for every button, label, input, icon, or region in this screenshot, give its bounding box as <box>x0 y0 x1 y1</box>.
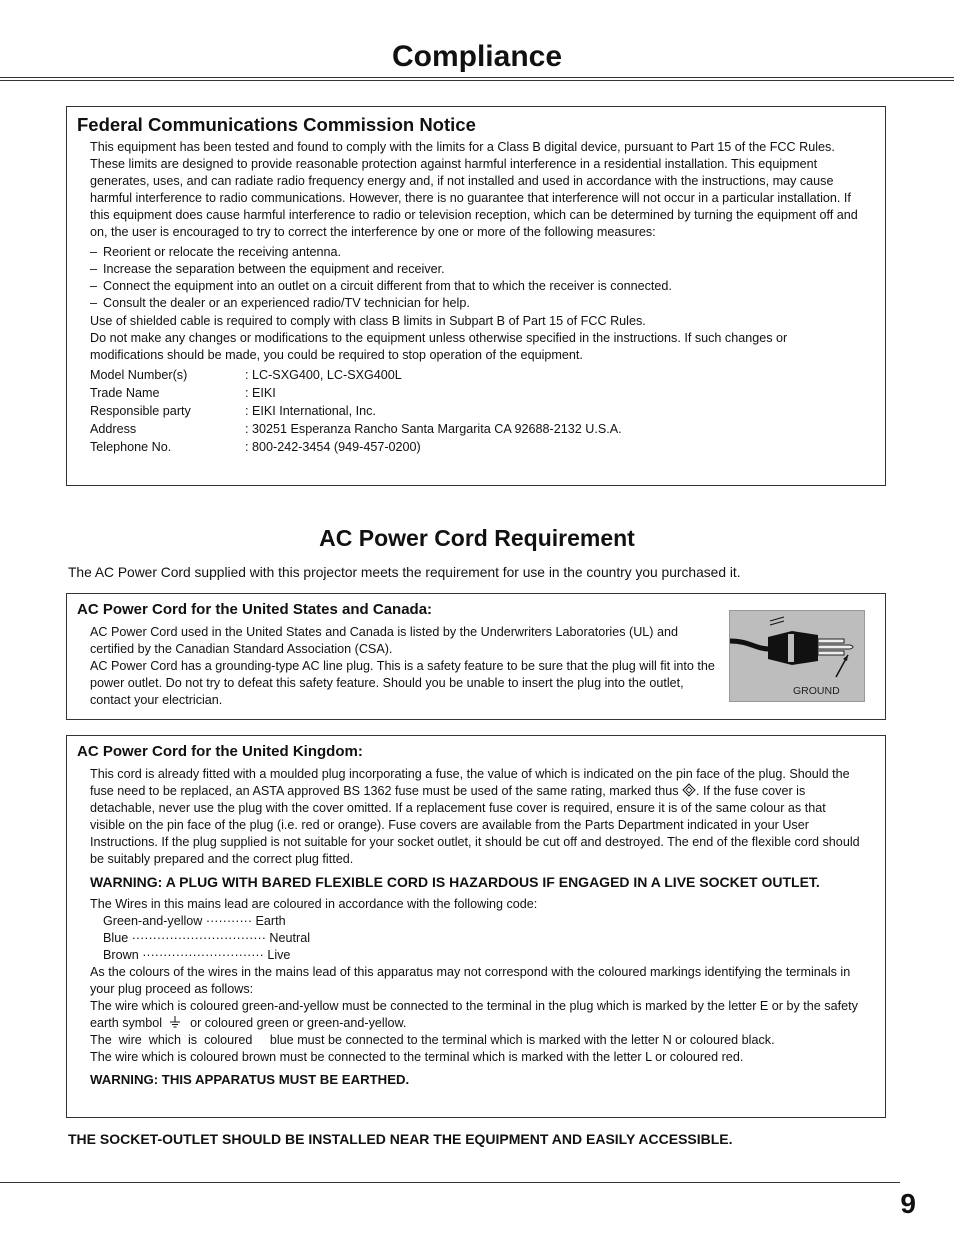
page-title: Compliance <box>391 40 563 73</box>
uk-paragraph-1: This cord is already fitted with a moulded plug incorporating a fuse, the value of which is indicated on the pin face of the plug. Should the fuse need to be replaced, an ASTA approved BS 1362 fuse must be used of the same rating, marked thus . If the fuse cover is detachable, never use the plug with the cover omitted. If a replacement fuse cover is required, ensure it is of the same colour as that visible on the pin face of the plug (i.e. red or orange). Fuse covers are available from the Parts Department indicated in your User Instructions. If the plug supplied is not suitable for your socket outlet, it should be cut off and destroyed. The end of the flexible cord should be suitably prepared and the correct plug fitted. <box>90 767 860 867</box>
uk-paragraph-2: As the colours of the wires in the mains lead of this apparatus may not correspond with the coloured markings identifying the terminals in your plug proceed as follows: <box>90 964 851 997</box>
fcc-title: Federal Communications Commission Notice <box>77 114 476 135</box>
wire-row-live: Brown ····························· Live <box>103 947 291 962</box>
us-paragraph-2: AC Power Cord has a grounding-type AC line plug. This is a safety feature to be sure that the plug will fit into the power outlet. Do not try to defeat this safety feature. Should you be unable to insert the plug into the outlet, contact your electrician. <box>90 659 715 708</box>
uk-warning-bared-cord: WARNING: A PLUG WITH BARED FLEXIBLE CORD IS HAZARDOUS IF ENGAGED IN A LIVE SOCKET OUTLET. <box>90 873 820 890</box>
plug-illustration <box>729 610 865 702</box>
ac-section-title: AC Power Cord Requirement <box>319 525 635 551</box>
info-row-address: Address : 30251 Esperanza Rancho Santa Margarita CA 92688-2132 U.S.A. <box>90 422 622 437</box>
info-row-telephone: Telephone No. : 800-242-3454 (949-457-0200) <box>90 440 421 455</box>
uk-warning-earthed: WARNING: THIS APPARATUS MUST BE EARTHED. <box>90 1071 410 1087</box>
uk-title: AC Power Cord for the United Kingdom: <box>77 743 363 760</box>
fcc-paragraph-2: Use of shielded cable is required to comply with class B limits in Subpart B of Part 15 of FCC Rules. <box>90 313 646 328</box>
uk-box <box>66 735 886 1118</box>
us-title: AC Power Cord for the United States and Canada: <box>77 601 433 618</box>
info-row-trade-name: Trade Name : EIKI <box>90 386 276 401</box>
page-number: 9 <box>900 1188 916 1219</box>
fcc-measures-list <box>90 244 863 312</box>
list-item: – Reorient or relocate the receiving antenna. <box>90 244 342 259</box>
list-item: – Increase the separation between the equipment and receiver. <box>90 261 445 276</box>
fcc-paragraph-3: Do not make any changes or modifications to the equipment unless otherwise specified in the instructions. If such changes or modifications should be made, you could be required to stop operation of the equipment. <box>90 331 788 363</box>
ac-intro: The AC Power Cord supplied with this projector meets the requirement for use in the country you purchased it. <box>68 565 741 580</box>
asta-fuse-icon <box>682 783 696 797</box>
list-item: – Consult the dealer or an experienced radio/TV technician for help. <box>90 295 470 310</box>
bottom-rule <box>0 1182 900 1183</box>
us-canada-box <box>66 593 886 720</box>
uk-paragraph-3: The wire which is coloured green-and-yellow must be connected to the terminal in the plug which is marked by the letter E or by the safety earth symbol or coloured green or green-and-yellow. <box>90 999 858 1031</box>
list-item: – Connect the equipment into an outlet on a circuit different from that to which the receiver is connected. <box>90 278 672 293</box>
wire-row-earth: Green-and-yellow ··········· Earth <box>103 913 286 928</box>
fcc-info-table <box>90 366 863 456</box>
info-row-responsible-party: Responsible party : EIKI International, Inc. <box>90 404 376 419</box>
fcc-notice-box <box>66 106 886 486</box>
uk-paragraph-5: The wire which is coloured brown must be connected to the terminal which is marked with the letter L or coloured red. <box>90 1050 744 1065</box>
ground-label: GROUND <box>793 685 840 697</box>
uk-paragraph-4: The wire which is coloured blue must be connected to the terminal which is marked with the letter N or coloured black. <box>90 1033 775 1048</box>
us-body <box>90 624 715 709</box>
fcc-paragraph-1: This equipment has been tested and found to comply with the limits for a Class B digital device, pursuant to Part 15 of the FCC Rules. These limits are designed to provide reasonable protection against harmful interference in a residential installation. This equipment generates, uses, and can radiate radio frequency energy and, if not installed and used in accordance with the instructions, may cause harmful interference to radio communications. However, there is no guarantee that interference will not occur in a particular installation. If this equipment does cause harmful interference to radio or television reception, which can be determined by turning the equipment off and on, the user is encouraged to try to correct the interference by one or more of the following measures: <box>90 140 858 240</box>
info-row-model: Model Number(s) : LC-SXG400, LC-SXG400L <box>90 368 402 383</box>
fcc-body <box>90 139 863 456</box>
earth-symbol-icon <box>168 1015 182 1029</box>
socket-outlet-note: THE SOCKET-OUTLET SHOULD BE INSTALLED NEAR THE EQUIPMENT AND EASILY ACCESSIBLE. <box>68 1131 733 1147</box>
uk-body <box>90 766 863 1087</box>
uk-wires-intro: The Wires in this mains lead are coloured in accordance with the following code: <box>90 896 538 911</box>
top-rule <box>0 77 954 81</box>
us-paragraph-1: AC Power Cord used in the United States and Canada is listed by the Underwriters Laboratories (UL) and certified by the Canadian Standard Association (CSA). <box>90 625 679 657</box>
wire-row-neutral: Blue ································ Neutral <box>103 930 311 945</box>
